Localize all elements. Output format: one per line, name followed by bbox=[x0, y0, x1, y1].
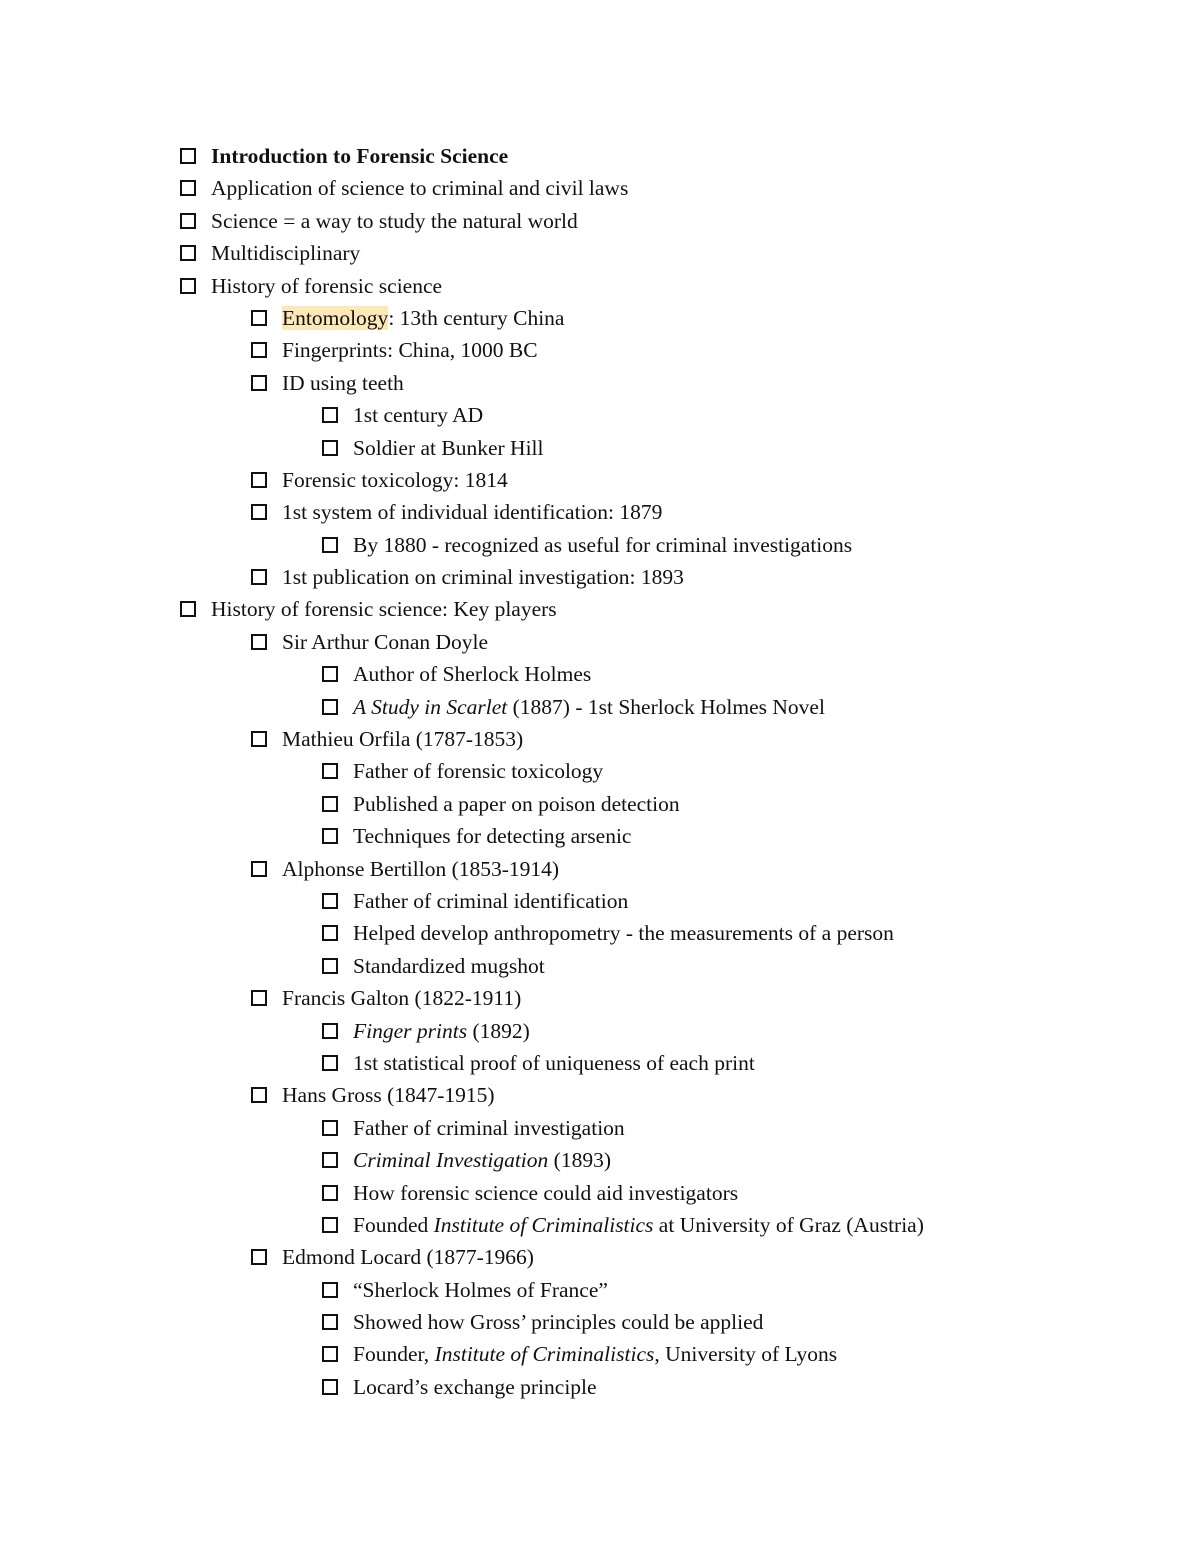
outline-item-level-0 bbox=[180, 270, 1140, 302]
outline-item-level-2 bbox=[180, 820, 1140, 852]
outline-item-level-2 bbox=[180, 755, 1140, 787]
checkbox-bullet-icon bbox=[322, 1282, 338, 1298]
checkbox-bullet-icon bbox=[251, 310, 267, 326]
checkbox-bullet-icon bbox=[322, 1152, 338, 1168]
outline-item-level-0 bbox=[180, 593, 1140, 625]
outline-item-level-2 bbox=[180, 1112, 1140, 1144]
outline-item-level-1 bbox=[180, 723, 1140, 755]
checkbox-bullet-icon bbox=[251, 375, 267, 391]
outline-item-level-2 bbox=[180, 529, 1140, 561]
outline-text: Showed how Gross’ principles could be applied bbox=[353, 1310, 764, 1335]
checkbox-bullet-icon bbox=[251, 634, 267, 650]
outline-text: Alphonse Bertillon (1853-1914) bbox=[282, 856, 560, 881]
outline-text: ID using teeth bbox=[282, 370, 404, 395]
outline-item-level-2 bbox=[180, 1338, 1140, 1370]
checkbox-bullet-icon bbox=[251, 1249, 267, 1265]
outline-item-level-2 bbox=[180, 658, 1140, 690]
document-outline bbox=[180, 140, 1140, 1403]
outline-text: Application of science to criminal and civil laws bbox=[211, 176, 629, 201]
checkbox-bullet-icon bbox=[322, 1120, 338, 1136]
outline-item-level-2 bbox=[180, 1274, 1140, 1306]
checkbox-bullet-icon bbox=[322, 1217, 338, 1233]
outline-item-level-2 bbox=[180, 885, 1140, 917]
outline-text: 1st century AD bbox=[353, 403, 484, 428]
outline-item-level-1 bbox=[180, 334, 1140, 366]
outline-text: Author of Sherlock Holmes bbox=[353, 662, 592, 687]
checkbox-bullet-icon bbox=[251, 731, 267, 747]
outline-text: (1892) bbox=[467, 1018, 530, 1043]
checkbox-bullet-icon bbox=[251, 990, 267, 1006]
italic-title: Institute of Criminalistics bbox=[433, 1212, 654, 1237]
outline-item-level-2 bbox=[180, 1047, 1140, 1079]
outline-text: Founder, bbox=[353, 1342, 435, 1367]
outline-text: Founded bbox=[353, 1212, 434, 1237]
outline-text: History of forensic science: Key players bbox=[211, 597, 557, 622]
outline-text: Edmond Locard (1877-1966) bbox=[282, 1245, 534, 1270]
checkbox-bullet-icon bbox=[322, 1023, 338, 1039]
outline-text: 1st publication on criminal investigation: 1893 bbox=[282, 565, 684, 590]
outline-text: By 1880 - recognized as useful for criminal investigations bbox=[353, 532, 853, 557]
outline-text: Father of criminal identification bbox=[353, 888, 629, 913]
outline-item-level-2 bbox=[180, 1177, 1140, 1209]
checkbox-bullet-icon bbox=[251, 569, 267, 585]
outline-text: Science = a way to study the natural world bbox=[211, 208, 578, 233]
outline-text: Soldier at Bunker Hill bbox=[353, 435, 544, 460]
checkbox-bullet-icon bbox=[251, 861, 267, 877]
outline-text: , University of Lyons bbox=[654, 1342, 838, 1367]
checkbox-bullet-icon bbox=[251, 342, 267, 358]
outline-item-level-2 bbox=[180, 1306, 1140, 1338]
checkbox-bullet-icon bbox=[180, 278, 196, 294]
outline-text: Forensic toxicology: 1814 bbox=[282, 467, 508, 492]
checkbox-bullet-icon bbox=[322, 1185, 338, 1201]
outline-item-level-0 bbox=[180, 205, 1140, 237]
checkbox-bullet-icon bbox=[322, 828, 338, 844]
outline-item-level-1 bbox=[180, 982, 1140, 1014]
checkbox-bullet-icon bbox=[180, 245, 196, 261]
checkbox-bullet-icon bbox=[180, 601, 196, 617]
outline-item-level-2 bbox=[180, 691, 1140, 723]
checkbox-bullet-icon bbox=[322, 537, 338, 553]
checkbox-bullet-icon bbox=[180, 213, 196, 229]
outline-item-level-2 bbox=[180, 399, 1140, 431]
outline-text: Helped develop anthropometry - the measurements of a person bbox=[353, 921, 894, 946]
italic-title: A Study in Scarlet bbox=[353, 694, 508, 719]
outline-text: 1st statistical proof of uniqueness of each print bbox=[353, 1050, 755, 1075]
outline-text: Techniques for detecting arsenic bbox=[353, 824, 632, 849]
outline-text: Sir Arthur Conan Doyle bbox=[282, 629, 489, 654]
outline-text: Published a paper on poison detection bbox=[353, 791, 680, 816]
outline-text: Fingerprints: China, 1000 BC bbox=[282, 338, 538, 363]
checkbox-bullet-icon bbox=[322, 1379, 338, 1395]
outline-text: Father of criminal investigation bbox=[353, 1115, 625, 1140]
outline-text: Standardized mugshot bbox=[353, 953, 545, 978]
outline-item-level-1 bbox=[180, 496, 1140, 528]
checkbox-bullet-icon bbox=[322, 1314, 338, 1330]
outline-item-level-1 bbox=[180, 464, 1140, 496]
outline-text: How forensic science could aid investigators bbox=[353, 1180, 739, 1205]
outline-text: Locard’s exchange principle bbox=[353, 1374, 597, 1399]
outline-item-level-2 bbox=[180, 1371, 1140, 1403]
checkbox-bullet-icon bbox=[251, 1087, 267, 1103]
checkbox-bullet-icon bbox=[180, 148, 196, 164]
outline-text: 1st system of individual identification: 1879 bbox=[282, 500, 663, 525]
checkbox-bullet-icon bbox=[251, 472, 267, 488]
outline-text: Father of forensic toxicology bbox=[353, 759, 604, 784]
italic-title: Finger prints bbox=[353, 1018, 468, 1043]
outline-text: Francis Galton (1822-1911) bbox=[282, 986, 522, 1011]
outline-text: Hans Gross (1847-1915) bbox=[282, 1083, 495, 1108]
checkbox-bullet-icon bbox=[322, 1346, 338, 1362]
outline-text: Multidisciplinary bbox=[211, 241, 361, 266]
outline-item-level-1 bbox=[180, 1241, 1140, 1273]
outline-text: (1887) - 1st Sherlock Holmes Novel bbox=[507, 694, 825, 719]
outline-item-level-2 bbox=[180, 1144, 1140, 1176]
outline-item-level-2 bbox=[180, 950, 1140, 982]
checkbox-bullet-icon bbox=[322, 925, 338, 941]
outline-item-level-1 bbox=[180, 1079, 1140, 1111]
checkbox-bullet-icon bbox=[180, 180, 196, 196]
checkbox-bullet-icon bbox=[322, 763, 338, 779]
outline-item-level-0 bbox=[180, 237, 1140, 269]
outline-item-level-2 bbox=[180, 1015, 1140, 1047]
checkbox-bullet-icon bbox=[322, 958, 338, 974]
checkbox-bullet-icon bbox=[251, 504, 267, 520]
checkbox-bullet-icon bbox=[322, 666, 338, 682]
outline-item-level-2 bbox=[180, 1209, 1140, 1241]
outline-text: “Sherlock Holmes of France” bbox=[353, 1277, 608, 1302]
outline-text: Mathieu Orfila (1787-1853) bbox=[282, 727, 524, 752]
outline-text: Introduction to Forensic Science bbox=[211, 144, 509, 168]
outline-text: at University of Graz (Austria) bbox=[653, 1212, 924, 1237]
checkbox-bullet-icon bbox=[322, 1055, 338, 1071]
outline-item-level-1 bbox=[180, 561, 1140, 593]
outline-item-level-1 bbox=[180, 853, 1140, 885]
outline-item-level-0 bbox=[180, 140, 1140, 172]
outline-item-level-2 bbox=[180, 432, 1140, 464]
outline-item-level-1 bbox=[180, 367, 1140, 399]
italic-title: Institute of Criminalistics bbox=[434, 1342, 655, 1367]
italic-title: Criminal Investigation bbox=[353, 1148, 549, 1173]
outline-item-level-0 bbox=[180, 172, 1140, 204]
checkbox-bullet-icon bbox=[322, 440, 338, 456]
outline-text: History of forensic science bbox=[211, 273, 443, 298]
checkbox-bullet-icon bbox=[322, 796, 338, 812]
outline-text: (1893) bbox=[548, 1148, 611, 1173]
highlighted-term: Entomology bbox=[282, 305, 389, 330]
checkbox-bullet-icon bbox=[322, 699, 338, 715]
outline-item-level-2 bbox=[180, 917, 1140, 949]
outline-item-level-2 bbox=[180, 788, 1140, 820]
outline-item-level-1 bbox=[180, 626, 1140, 658]
outline-item-level-1 bbox=[180, 302, 1140, 334]
checkbox-bullet-icon bbox=[322, 407, 338, 423]
checkbox-bullet-icon bbox=[322, 893, 338, 909]
outline-text: : 13th century China bbox=[388, 305, 565, 330]
